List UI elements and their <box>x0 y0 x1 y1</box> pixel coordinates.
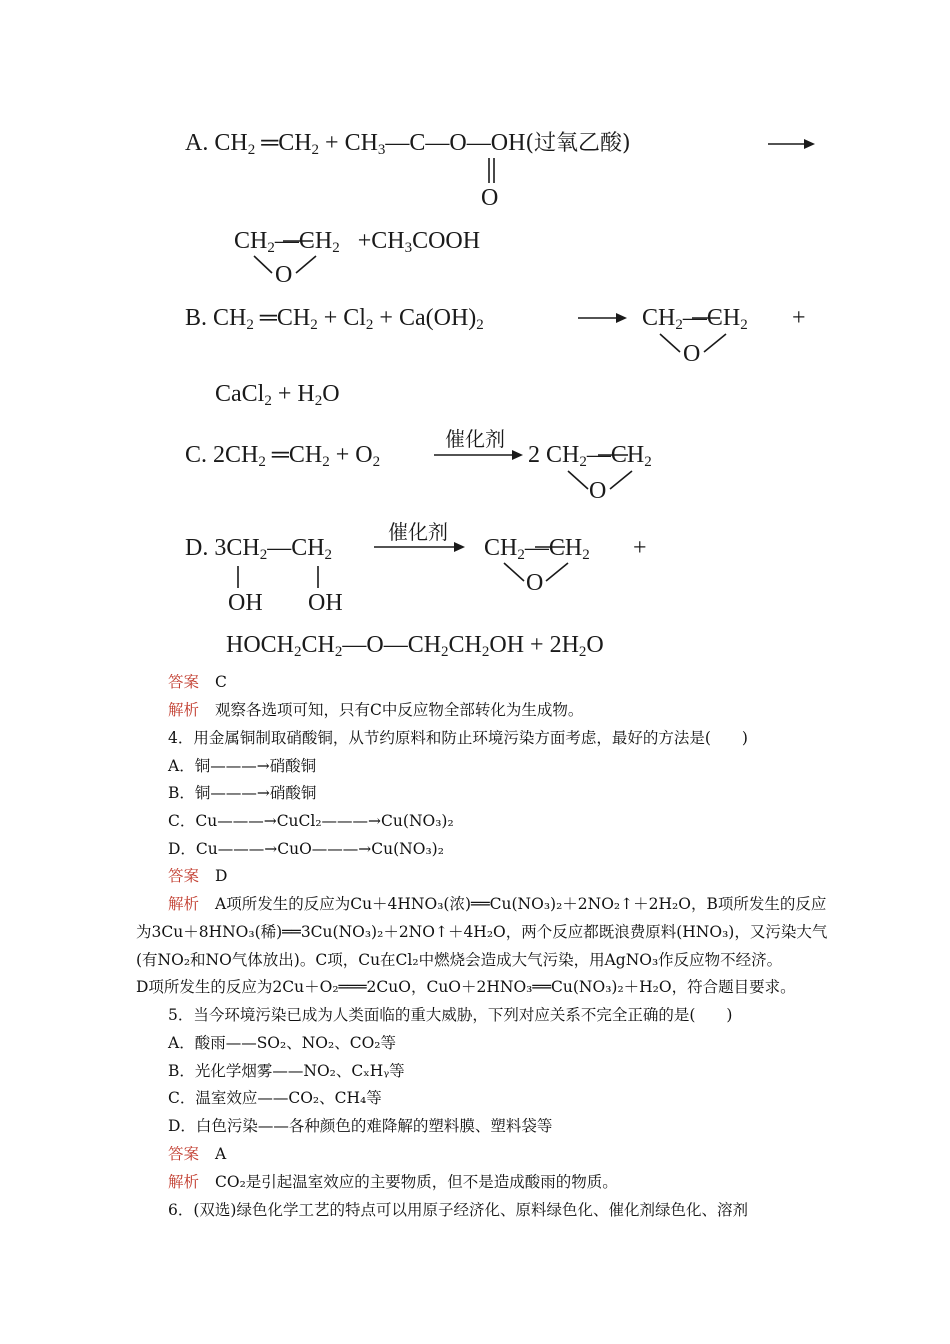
q4-option-d: D．Cu———→CuO———→Cu(NO₃)₂ <box>168 840 444 858</box>
option-d-oh-left: OH <box>228 590 263 616</box>
option-d-catalyst: 催化剂 <box>388 520 448 544</box>
option-d-plus: + <box>633 535 647 561</box>
q4-analysis-text-1: A项所发生的反应为Cu＋4HNO₃(浓)══Cu(NO₃)₂＋2NO₂↑＋2H₂O，B项所发生的反应 <box>215 895 827 913</box>
q5-analysis: CO₂是引起温室效应的主要物质，但不是造成酸雨的物质。 <box>215 1173 618 1191</box>
option-c-catalyst: 催化剂 <box>445 427 505 451</box>
option-a-reactants: A. $CH_2$ $═CH_2$ + $CH_3—C—O—OH$(过氧乙酸) <box>185 130 631 158</box>
q4-option-c: C．Cu———→CuCl₂———→Cu(NO₃)₂ <box>168 812 454 830</box>
q3-analysis-line <box>168 700 583 720</box>
q5-option-d: D．白色污染——各种颜色的难降解的塑料膜、塑料袋等 <box>168 1117 553 1135</box>
q5-option-a: A．酸雨——SO₂、NO₂、CO₂等 <box>168 1034 396 1052</box>
q6-stem: 6．(双选)绿色化学工艺的特点可以用原子经济化、原料绿色化、催化剂绿色化、溶剂 <box>168 1201 748 1219</box>
option-b-ring-oxygen: O <box>683 341 701 367</box>
q4-answer: D <box>215 867 228 885</box>
analysis-label: 解析 <box>168 1173 200 1191</box>
option-d-line2: $HOCH_2CH_2—O—CH_2CH_2OH + 2H_2O$ <box>226 632 604 660</box>
option-d-reactant: D. $3CH_2—CH_2$ <box>185 535 333 563</box>
q3-answer-line <box>168 672 227 692</box>
q3-answer: C <box>215 673 227 691</box>
option-c-ring-oxygen: O <box>589 478 607 504</box>
q4-analysis-line-3: (有NO₂和NO气体放出)。C项，Cu在Cl₂中燃烧会造成大气污染，用AgNO₃作反应物不经济。 <box>136 951 783 969</box>
q5-analysis-line <box>168 1172 618 1192</box>
option-a-product: $CH_2—CH_2$ $+CH_3COOH$ <box>234 228 481 256</box>
q5-stem: 5．当今环境污染已成为人类面临的重大威胁，下列对应关系不完全正确的是( ) <box>168 1006 733 1024</box>
option-d-product: $CH_2—CH_2$ <box>484 535 590 563</box>
q4-option-a: A．铜———→硝酸铜 <box>168 757 317 775</box>
q3-analysis: 观察各选项可知，只有C中反应物全部转化为生成物。 <box>215 701 584 719</box>
q4-answer-line <box>168 866 227 886</box>
q4-stem: 4．用金属铜制取硝酸铜，从节约原料和防止环境污染方面考虑，最好的方法是( ) <box>168 729 748 747</box>
option-b-plus: + <box>792 305 806 331</box>
q4-option-b: B．铜———→硝酸铜 <box>168 784 317 802</box>
q4-analysis-line-4: D项所发生的反应为2Cu＋O₂═══2CuO，CuO＋2HNO₃══Cu(NO₃)₂＋H₂O，符合题目要求。 <box>136 978 796 996</box>
answer-label: 答案 <box>168 673 200 691</box>
answer-label: 答案 <box>168 867 200 885</box>
option-c-product: 2 $CH_2—CH_2$ <box>528 442 652 470</box>
q4-analysis-line-1 <box>168 894 826 914</box>
option-b-product: $CH_2—CH_2$ <box>642 305 748 333</box>
analysis-label: 解析 <box>168 895 200 913</box>
option-c-reactants: C. $2CH_2$ $═CH_2 + O_2$ <box>185 442 381 470</box>
option-a-carbonyl-oxygen: O <box>481 185 499 211</box>
analysis-label: 解析 <box>168 701 200 719</box>
option-d-ring-oxygen: O <box>526 570 544 596</box>
q5-option-c: C．温室效应——CO₂、CH₄等 <box>168 1089 382 1107</box>
option-b-line2: CaCl$_2$ + $H_2O$ <box>215 381 340 409</box>
option-a-ring-oxygen: O <box>275 262 293 288</box>
q4-analysis-line-2: 为3Cu＋8HNO₃(稀)══3Cu(NO₃)₂＋2NO↑＋4H₂O，两个反应都既浪费原料(HNO₃)，又污染大气 <box>136 923 828 941</box>
option-b-reactants: B. $CH_2$ $═CH_2 + Cl_2 + Ca(OH)_2$ <box>185 305 484 333</box>
answer-label: 答案 <box>168 1145 200 1163</box>
q5-answer: A <box>215 1145 227 1163</box>
q5-answer-line <box>168 1144 226 1164</box>
option-d-oh-right: OH <box>308 590 343 616</box>
q5-option-b: B．光化学烟雾——NO₂、CₓHᵧ等 <box>168 1062 405 1080</box>
